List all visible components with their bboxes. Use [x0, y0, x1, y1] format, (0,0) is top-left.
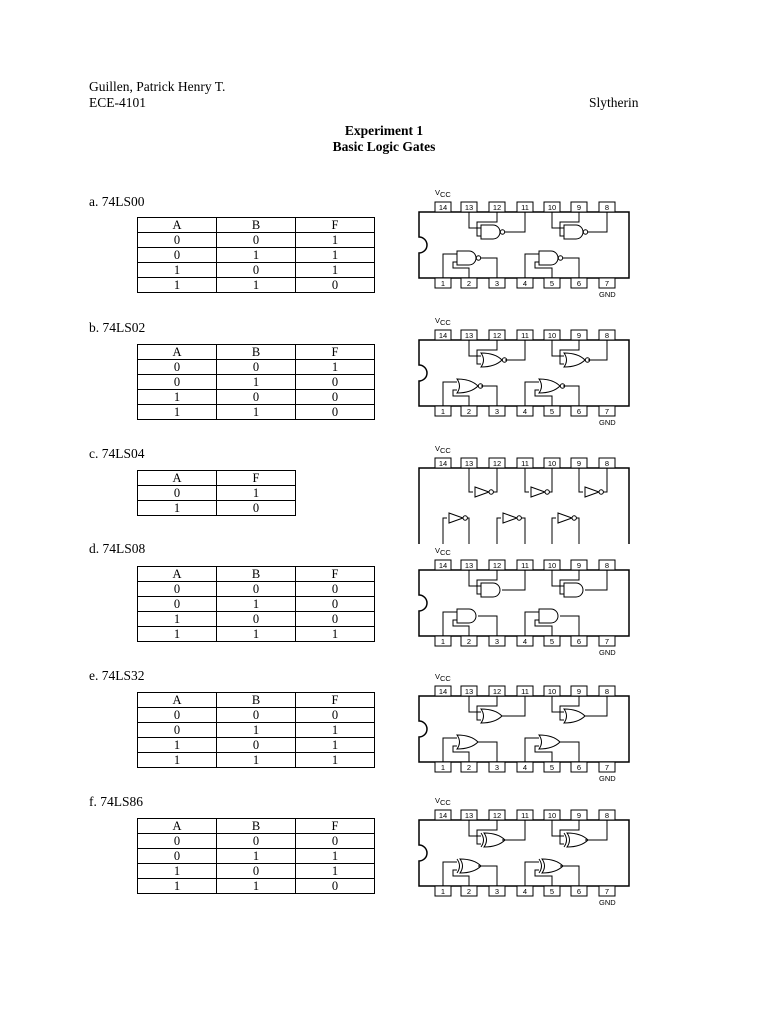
chip-body [419, 212, 629, 278]
pin-number: 4 [522, 887, 528, 896]
table-cell: 1 [138, 864, 217, 879]
column-header: F [296, 693, 375, 708]
pin-number: 14 [438, 687, 448, 696]
wire [493, 468, 497, 492]
pin-number: 2 [466, 407, 472, 416]
chip-body [419, 340, 629, 406]
table-cell: 0 [217, 864, 296, 879]
pin-number: 2 [466, 637, 472, 646]
table-row [138, 405, 375, 420]
experiment-title: Basic Logic Gates [332, 139, 436, 154]
table-cell: 1 [138, 390, 217, 405]
pin-number: 3 [494, 887, 500, 896]
pin-number: 7 [604, 763, 610, 772]
section-label: e. 74LS32 [89, 668, 145, 683]
pin-number: 12 [492, 331, 502, 340]
ic-pinout-74ls32 [415, 670, 637, 790]
table-cell: 0 [217, 263, 296, 278]
table-cell: 0 [296, 879, 375, 894]
column-header: F [296, 819, 375, 834]
column-header: B [217, 218, 296, 233]
table-cell: 0 [138, 233, 217, 248]
not-gate [449, 513, 463, 523]
table-row [138, 723, 375, 738]
inversion-bubble [545, 490, 549, 494]
pin-number: 9 [576, 811, 582, 820]
table-cell: 1 [217, 486, 296, 501]
pin-number: 8 [604, 561, 610, 570]
table-cell: 1 [138, 753, 217, 768]
pin-number: 3 [494, 637, 500, 646]
table-cell: 1 [138, 612, 217, 627]
inversion-bubble [489, 490, 493, 494]
student-name: Guillen, Patrick Henry T. [89, 79, 226, 94]
pin-number: 12 [492, 459, 502, 468]
table-cell: 1 [217, 879, 296, 894]
pin-number: 10 [547, 811, 557, 820]
table-row [138, 834, 375, 849]
wire [525, 468, 529, 492]
table-cell: 0 [296, 708, 375, 723]
column-header: A [138, 567, 217, 582]
vcc-label: V [435, 444, 441, 453]
table-row [138, 612, 375, 627]
table-cell: 1 [138, 738, 217, 753]
pin-number: 3 [494, 279, 500, 288]
pin-number: 5 [549, 887, 555, 896]
table-cell: 1 [138, 263, 217, 278]
table-cell: 1 [217, 405, 296, 420]
pin-number: 1 [440, 279, 446, 288]
column-header: A [138, 471, 217, 486]
table-row [138, 582, 375, 597]
pin-number: 5 [549, 407, 555, 416]
table-row [138, 233, 375, 248]
nand-gate [564, 225, 583, 239]
wire [552, 518, 556, 544]
vcc-subscript: CC [440, 190, 451, 199]
column-header: B [217, 819, 296, 834]
pin-number: 6 [576, 637, 582, 646]
truth-table [137, 692, 375, 768]
not-gate [531, 487, 545, 497]
vcc-subscript: CC [440, 798, 451, 807]
chip-body [419, 696, 629, 762]
vcc-subscript: CC [440, 548, 451, 557]
column-header: B [217, 345, 296, 360]
vcc-label: V [435, 672, 441, 681]
table-row [138, 501, 296, 516]
table-cell: 1 [217, 627, 296, 642]
pin-number: 9 [576, 331, 582, 340]
pin-number: 10 [547, 687, 557, 696]
pin-number: 5 [549, 763, 555, 772]
pin-number: 3 [494, 407, 500, 416]
wire [576, 518, 579, 544]
truth-table [137, 470, 296, 516]
pin-number: 14 [438, 811, 448, 820]
gnd-label: GND [599, 774, 616, 783]
inversion-bubble [572, 516, 576, 520]
section-label: d. 74LS08 [89, 541, 146, 556]
pin-number: 11 [521, 203, 529, 212]
not-gate [558, 513, 572, 523]
table-cell: 0 [217, 233, 296, 248]
pin-number: 13 [464, 687, 474, 696]
table-cell: 0 [138, 375, 217, 390]
truth-table [137, 566, 375, 642]
inversion-bubble [583, 230, 587, 234]
pin-number: 14 [438, 561, 448, 570]
pin-number: 6 [576, 279, 582, 288]
pin-number: 11 [521, 811, 529, 820]
truth-table [137, 818, 375, 894]
table-row [138, 864, 375, 879]
column-header: F [296, 345, 375, 360]
section-label: c. 74LS04 [89, 446, 145, 461]
table-cell: 1 [296, 849, 375, 864]
pin-number: 1 [440, 407, 446, 416]
wire [469, 468, 473, 492]
ic-pinout-74ls00 [415, 186, 637, 306]
table-cell: 0 [296, 612, 375, 627]
table-cell: 0 [217, 612, 296, 627]
and-gate [481, 583, 500, 597]
table-cell: 1 [217, 375, 296, 390]
pin-number: 1 [440, 637, 446, 646]
pin-number: 8 [604, 811, 610, 820]
table-cell: 1 [217, 849, 296, 864]
table-row [138, 627, 375, 642]
pin-number: 10 [547, 561, 557, 570]
pin-number: 14 [438, 459, 448, 468]
ic-pinout-74ls08 [415, 544, 637, 664]
pin-number: 12 [492, 203, 502, 212]
column-header: F [296, 218, 375, 233]
column-header: A [138, 819, 217, 834]
table-row [138, 849, 375, 864]
wire [521, 518, 525, 544]
table-cell: 0 [217, 834, 296, 849]
pin-number: 1 [440, 763, 446, 772]
pin-number: 8 [604, 459, 610, 468]
pin-number: 10 [547, 459, 557, 468]
wire [549, 468, 552, 492]
table-cell: 0 [138, 360, 217, 375]
truth-table [137, 217, 375, 293]
vcc-label: V [435, 546, 441, 555]
table-cell: 1 [296, 627, 375, 642]
pin-number: 13 [464, 459, 474, 468]
table-row [138, 738, 375, 753]
pin-number: 8 [604, 331, 610, 340]
table-cell: 1 [217, 278, 296, 293]
table-cell: 0 [217, 582, 296, 597]
table-row [138, 360, 375, 375]
pin-number: 13 [464, 331, 474, 340]
chip-body [419, 820, 629, 886]
table-cell: 0 [217, 390, 296, 405]
table-row [138, 248, 375, 263]
inversion-bubble [599, 490, 603, 494]
gnd-label: GND [599, 898, 616, 907]
table-cell: 1 [138, 879, 217, 894]
pin-number: 13 [464, 203, 474, 212]
inversion-bubble [517, 516, 521, 520]
pin-number: 11 [521, 331, 529, 340]
table-cell: 0 [296, 375, 375, 390]
vcc-subscript: CC [440, 446, 451, 455]
table-cell: 1 [296, 233, 375, 248]
pin-number: 4 [522, 637, 528, 646]
pin-number: 14 [438, 331, 448, 340]
and-gate [457, 609, 476, 623]
vcc-label: V [435, 316, 441, 325]
pin-number: 8 [604, 203, 610, 212]
table-row [138, 486, 296, 501]
section-label: f. 74LS86 [89, 794, 143, 809]
pin-number: 7 [604, 407, 610, 416]
vcc-label: V [435, 796, 441, 805]
pin-number: 6 [576, 407, 582, 416]
pin-number: 8 [604, 687, 610, 696]
table-cell: 0 [296, 278, 375, 293]
pin-number: 13 [464, 811, 474, 820]
column-header: F [296, 567, 375, 582]
column-header: A [138, 218, 217, 233]
section-label: b. 74LS02 [89, 320, 146, 335]
gnd-label: GND [599, 418, 616, 427]
table-cell: 0 [217, 708, 296, 723]
table-cell: 1 [296, 723, 375, 738]
column-header: B [217, 567, 296, 582]
inversion-bubble [500, 230, 504, 234]
pin-number: 7 [604, 637, 610, 646]
table-cell: 1 [138, 405, 217, 420]
table-cell: 0 [296, 597, 375, 612]
table-cell: 1 [296, 738, 375, 753]
table-cell: 1 [217, 723, 296, 738]
pin-number: 1 [440, 887, 446, 896]
pin-number: 12 [492, 687, 502, 696]
chip-body [419, 468, 629, 544]
table-row [138, 753, 375, 768]
not-gate [585, 487, 599, 497]
pin-number: 10 [547, 331, 557, 340]
pin-number: 13 [464, 561, 474, 570]
pin-number: 9 [576, 459, 582, 468]
pin-number: 6 [576, 763, 582, 772]
pin-number: 14 [438, 203, 448, 212]
table-cell: 0 [296, 582, 375, 597]
not-gate [503, 513, 517, 523]
table-cell: 0 [138, 486, 217, 501]
not-gate [475, 487, 489, 497]
pin-number: 4 [522, 279, 528, 288]
table-cell: 1 [217, 248, 296, 263]
pin-number: 5 [549, 279, 555, 288]
table-cell: 1 [296, 248, 375, 263]
ic-pinout-74ls04 [415, 442, 637, 544]
column-header: F [217, 471, 296, 486]
pin-number: 11 [521, 561, 529, 570]
pin-number: 9 [576, 687, 582, 696]
pin-number: 9 [576, 561, 582, 570]
gnd-label: GND [599, 648, 616, 657]
table-row [138, 278, 375, 293]
pin-number: 2 [466, 763, 472, 772]
table-cell: 1 [296, 360, 375, 375]
table-cell: 0 [217, 360, 296, 375]
pin-number: 3 [494, 763, 500, 772]
pin-number: 7 [604, 279, 610, 288]
vcc-subscript: CC [440, 674, 451, 683]
table-cell: 1 [138, 627, 217, 642]
pin-number: 12 [492, 561, 502, 570]
pin-number: 6 [576, 887, 582, 896]
table-cell: 0 [138, 723, 217, 738]
pin-number: 4 [522, 407, 528, 416]
experiment-number: Experiment 1 [344, 123, 424, 138]
pin-number: 2 [466, 887, 472, 896]
wire [443, 518, 447, 544]
nand-gate [481, 225, 500, 239]
table-cell: 0 [138, 834, 217, 849]
table-cell: 0 [217, 738, 296, 753]
table-row [138, 375, 375, 390]
gnd-label: GND [599, 290, 616, 299]
column-header: B [217, 693, 296, 708]
table-cell: 0 [138, 708, 217, 723]
vcc-label: V [435, 188, 441, 197]
table-cell: 1 [296, 864, 375, 879]
pin-number: 7 [604, 887, 610, 896]
table-cell: 1 [217, 753, 296, 768]
and-gate [539, 609, 558, 623]
section-name: Slytherin [589, 95, 639, 110]
table-cell: 0 [296, 834, 375, 849]
ic-pinout-74ls86 [415, 794, 637, 922]
ic-pinout-74ls02 [415, 314, 637, 434]
table-cell: 1 [296, 753, 375, 768]
table-cell: 0 [296, 405, 375, 420]
and-gate [564, 583, 583, 597]
column-header: A [138, 345, 217, 360]
table-cell: 0 [138, 248, 217, 263]
table-cell: 0 [138, 597, 217, 612]
table-cell: 1 [217, 597, 296, 612]
section-label: a. 74LS00 [89, 194, 145, 209]
pin-number: 9 [576, 203, 582, 212]
pin-number: 5 [549, 637, 555, 646]
table-row [138, 879, 375, 894]
column-header: A [138, 693, 217, 708]
table-row [138, 708, 375, 723]
pin-number: 2 [466, 279, 472, 288]
table-cell: 1 [296, 263, 375, 278]
nand-gate [457, 251, 476, 265]
course-code: ECE-4101 [89, 95, 146, 110]
table-cell: 1 [138, 278, 217, 293]
table-cell: 0 [296, 390, 375, 405]
pin-number: 11 [521, 459, 529, 468]
wire [579, 468, 583, 492]
pin-number: 10 [547, 203, 557, 212]
pin-number: 4 [522, 763, 528, 772]
pin-number: 11 [521, 687, 529, 696]
table-row [138, 263, 375, 278]
table-cell: 0 [138, 849, 217, 864]
inversion-bubble [476, 256, 480, 260]
wire [603, 468, 607, 492]
wire [467, 518, 469, 544]
inversion-bubble [463, 516, 467, 520]
wire [497, 518, 501, 544]
table-cell: 0 [217, 501, 296, 516]
pin-number: 12 [492, 811, 502, 820]
chip-body [419, 570, 629, 636]
vcc-subscript: CC [440, 318, 451, 327]
table-row [138, 597, 375, 612]
inversion-bubble [558, 256, 562, 260]
table-cell: 1 [138, 501, 217, 516]
table-row [138, 390, 375, 405]
nand-gate [539, 251, 558, 265]
truth-table [137, 344, 375, 420]
table-cell: 0 [138, 582, 217, 597]
